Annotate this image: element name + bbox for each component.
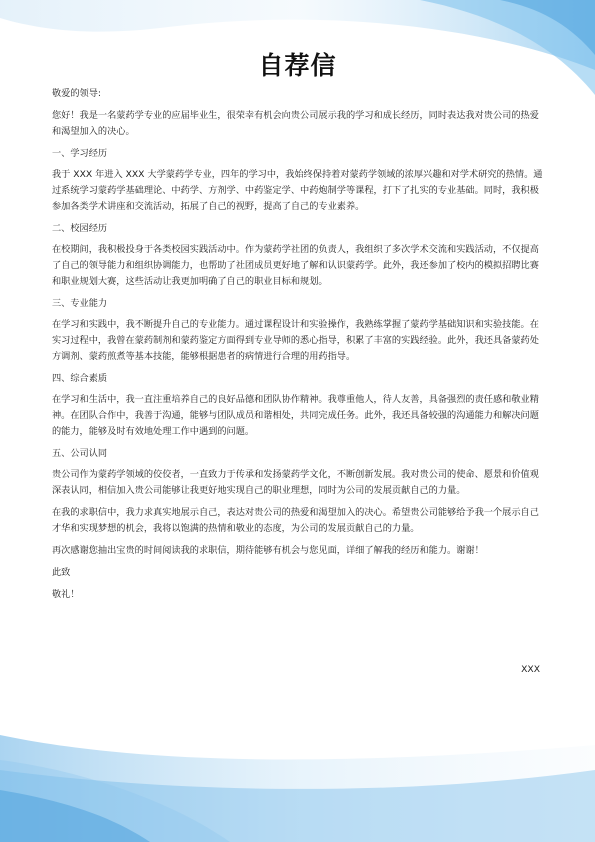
section-heading-study: 一、学习经历 <box>52 148 108 159</box>
closing: 此致 <box>52 567 71 578</box>
page-title: 自荐信 <box>258 51 337 80</box>
section-paragraph: 贵公司作为蒙药学领域的佼佼者，一直致力于传承和发扬蒙药学文化，不断创新发展。我对贵公司的使命、愿景和价值观深表认同，相信加入贵公司能够让我更好地实现自己的职业理想，同时为公司的发展贡献自己的力量。 <box>52 469 539 496</box>
intro-paragraph: 您好！我是一名蒙药学专业的应届毕业生，很荣幸有机会向贵公司展示我的学习和成长经历，同时表达我对贵公司的热爱和渴望加入的决心。 <box>52 110 539 137</box>
section-paragraph: 再次感谢您抽出宝贵的时间阅读我的求职信，期待能够有机会与您见面，详细了解我的经历和能力。谢谢！ <box>52 545 484 556</box>
section-paragraph: 在我的求职信中，我力求真实地展示自己，表达对贵公司的热爱和渴望加入的决心。希望贵公司能够给予我一个展示自己才华和实现梦想的机会，我将以饱满的热情和敬业的态度，为公司的发展贡献自己的力量。 <box>52 507 539 534</box>
letter-body <box>52 86 545 609</box>
signature: XXX <box>521 664 540 675</box>
section-heading-campus: 二、校园经历 <box>52 223 108 234</box>
section-paragraph: 在学习和生活中，我一直注重培养自己的良好品德和团队协作精神。我尊重他人，待人友善，具备强烈的责任感和敬业精神。在团队合作中，我善于沟通，能够与团队成员和谐相处，共同完成任务。此外，我还具备较强的沟通能力和解决问题的能力，能够及时有效地处理工作中遇到的问题。 <box>52 394 539 437</box>
salutation: 敬爱的领导: <box>52 88 102 99</box>
section-paragraph: 我于 XXX 年进入 XXX 大学蒙药学专业，四年的学习中，我始终保持着对蒙药学领域的浓厚兴趣和对学术研究的热情。通过系统学习蒙药学基础理论、中药学、方剂学、中药鉴定学、中药炮制学等课程，打下了扎实的专业基础。同时，我积极参加各类学术讲座和交流活动，拓展了自己的视野，提高了自己的专业素养。 <box>52 169 543 212</box>
section-heading-skills: 三、专业能力 <box>52 298 108 309</box>
section-heading-qualities: 四、综合素质 <box>52 373 108 384</box>
section-paragraph: 在学习和实践中，我不断提升自己的专业能力。通过课程设计和实验操作，我熟练掌握了蒙药学基础知识和实验技能。在实习过程中，我曾在蒙药制剂和蒙药鉴定方面得到专业导师的悉心指导，积累了丰富的实践经验。此外，我还具备蒙药处方调剂、蒙药煎煮等基本技能，能够根据患者的病情进行合理的用药指导。 <box>52 319 539 362</box>
regards: 敬礼！ <box>52 589 80 600</box>
section-heading-company: 五、公司认同 <box>52 448 108 459</box>
section-paragraph: 在校期间，我积极投身于各类校园实践活动中。作为蒙药学社团的负责人，我组织了多次学术交流和实践活动，不仅提高了自己的领导能力和组织协调能力，也帮助了社团成员更好地了解和认识蒙药学。此外，我还参加了校内的模拟招聘比赛和职业规划大赛，这些活动让我更加明确了自己的职业目标和规划。 <box>52 244 539 287</box>
